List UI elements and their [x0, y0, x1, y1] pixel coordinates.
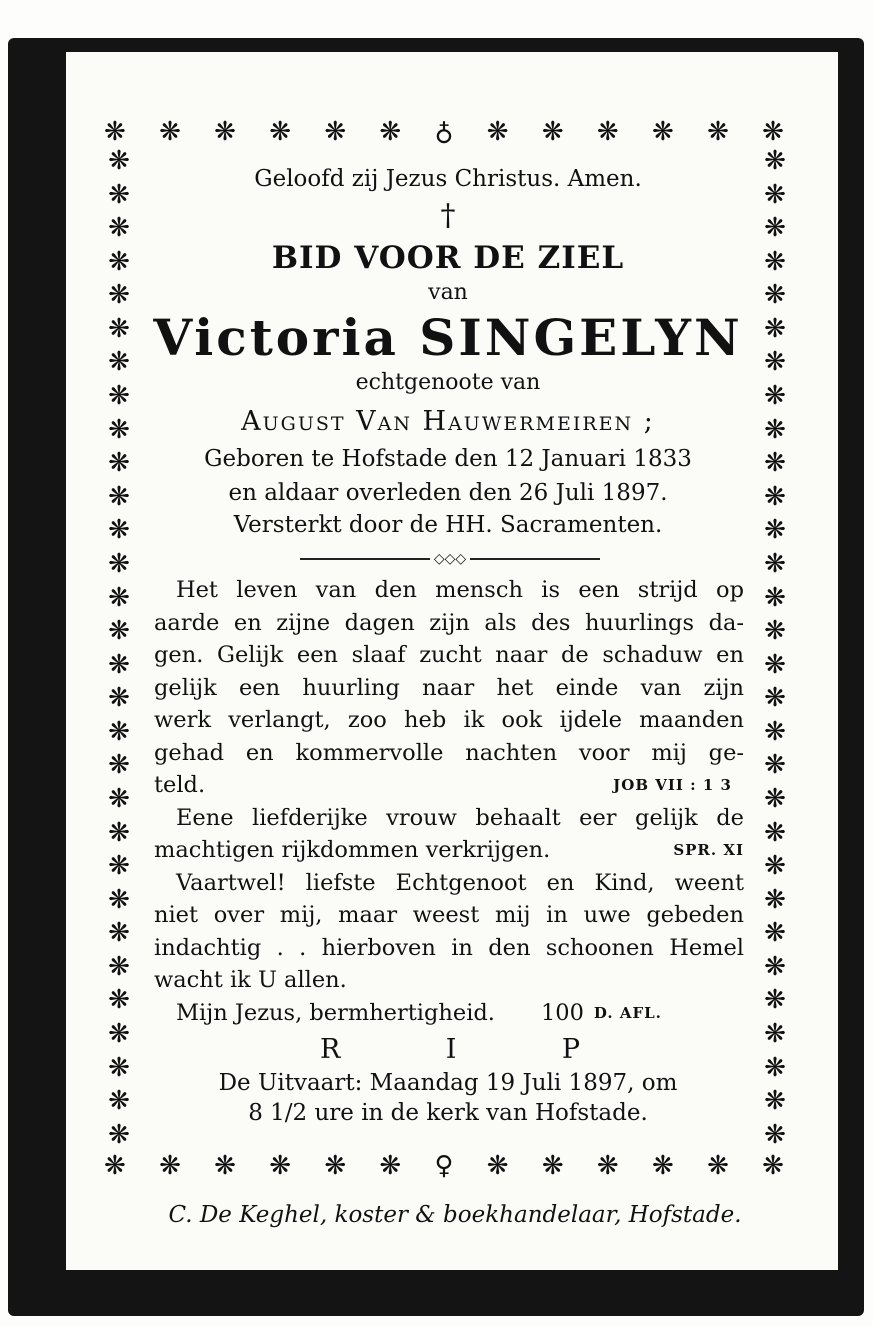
cross-icon: †: [440, 198, 456, 233]
ornament-icon: ❋: [764, 381, 786, 412]
ornament-icon: ❋: [108, 1086, 130, 1117]
ornament-icon: ❋: [764, 1052, 786, 1083]
ornament-icon: ❋: [108, 616, 130, 647]
ornament-icon: ❋: [764, 951, 786, 982]
body-line: Vaartwel! liefste Echtgenoot en Kind, weent: [176, 869, 744, 896]
ornament-icon: ❋: [764, 683, 786, 714]
body-line: teld.: [154, 772, 206, 798]
ornament-icon: ❋: [108, 783, 130, 814]
ornament-icon: ❋: [108, 1019, 130, 1050]
ornament-icon: ❋: [541, 1152, 564, 1180]
spouse-name: August Van Hauwermeiren ;: [241, 406, 655, 437]
ornament-icon: ❋: [596, 118, 619, 146]
heading: BID VOOR DE ZIEL: [271, 240, 625, 276]
ornament-icon: ❋: [108, 481, 130, 512]
ornament-icon: ❋: [764, 716, 786, 747]
ornament-icon: ❋: [762, 118, 784, 146]
bottom-center-ornament-icon: ♀: [434, 1152, 454, 1180]
ornament-icon: ❋: [764, 448, 786, 479]
body-line: Het leven van den mensch is een strijd op: [176, 577, 744, 603]
ornament-icon: ❋: [764, 515, 786, 546]
top-center-ornament-icon: ♁: [434, 118, 454, 146]
ornament-icon: ❋: [108, 381, 130, 412]
deceased-name: Victoria SINGELYN: [153, 308, 743, 367]
ornament-icon: ❋: [108, 280, 130, 311]
ornament-icon: ❋: [108, 548, 130, 579]
ornament-icon: ❋: [108, 851, 130, 882]
ornament-icon: ❋: [108, 918, 130, 949]
ornament-icon: ❋: [214, 118, 236, 146]
ornament-border-left: [104, 148, 134, 1148]
ornament-icon: ❋: [764, 884, 786, 915]
prayer-line: [154, 997, 744, 1030]
divider-line-left: [300, 558, 430, 560]
scripture-text: [154, 574, 744, 1029]
ornament-icon: ❋: [764, 548, 786, 579]
invocation: Geloofd zij Jezus Christus. Amen.: [254, 166, 642, 192]
ornament-icon: ❋: [762, 1152, 784, 1180]
ornament-icon: ❋: [486, 1152, 509, 1180]
ornament-border-bottom: [104, 1152, 784, 1180]
ornament-icon: ❋: [764, 1086, 786, 1117]
ornament-icon: ❋: [486, 118, 509, 146]
ornament-icon: ❋: [764, 148, 786, 176]
ornament-icon: ❋: [764, 817, 786, 848]
rip-letter: I: [445, 1034, 457, 1065]
divider-line-right: [470, 558, 600, 560]
ornament-icon: ❋: [108, 649, 130, 680]
body-line: Eene liefderijke vrouw behaalt eer gelijk de: [176, 804, 744, 831]
ornament-icon: ❋: [541, 118, 564, 146]
ornament-icon: ❋: [764, 347, 786, 378]
ornament-icon: ❋: [764, 649, 786, 680]
van-text: van: [428, 280, 468, 305]
death-line: en aldaar overleden den 26 Juli 1897.: [228, 480, 668, 506]
ornament-icon: ❋: [108, 1052, 130, 1083]
spr-reference: SPR. XI: [673, 841, 744, 859]
ornament-icon: ❋: [108, 817, 130, 848]
ornament-icon: ❋: [104, 1152, 126, 1180]
ornament-icon: ❋: [764, 414, 786, 445]
ornament-icon: ❋: [764, 179, 786, 210]
ornament-icon: ❋: [764, 1119, 786, 1148]
body-line-with-ref: [154, 834, 744, 867]
ornament-icon: ❋: [108, 951, 130, 982]
rip-letter: R: [320, 1034, 341, 1065]
funeral-line-1: De Uitvaart: Maandag 19 Juli 1897, om: [218, 1070, 678, 1096]
ornament-icon: ❋: [108, 716, 130, 747]
spouse-prefix: echtgenoote van: [355, 370, 541, 395]
ornament-icon: ❋: [764, 582, 786, 613]
body-line: gen. Gelijk een slaaf zucht naar de schaduw en: [154, 642, 744, 668]
ornament-icon: ❋: [764, 280, 786, 311]
ornament-icon: ❋: [159, 118, 181, 146]
ornament-icon: ❋: [269, 118, 292, 146]
ornamental-divider: [300, 552, 600, 566]
ornament-icon: ❋: [108, 683, 130, 714]
ornament-icon: ❋: [764, 985, 786, 1016]
ornament-icon: ❋: [764, 750, 786, 781]
ornament-icon: ❋: [108, 148, 130, 176]
ornament-icon: ❋: [707, 1152, 729, 1180]
ornament-icon: ❋: [108, 246, 130, 277]
ornament-icon: ❋: [108, 985, 130, 1016]
ornament-icon: ❋: [379, 1152, 402, 1180]
ornament-icon: ❋: [108, 1119, 130, 1148]
ornament-icon: ❋: [108, 313, 130, 344]
rip-letters: [320, 1034, 580, 1065]
ornament-icon: ❋: [764, 313, 786, 344]
ornament-icon: ❋: [764, 213, 786, 244]
ornament-icon: ❋: [108, 582, 130, 613]
ornament-border-top: [104, 118, 784, 146]
indulgence-days: 100: [540, 999, 584, 1026]
ornament-icon: ❋: [764, 246, 786, 277]
ornament-icon: ❋: [707, 118, 729, 146]
ornament-icon: ❋: [652, 1152, 674, 1180]
prayer-text: Mijn Jezus, bermhertigheid.: [176, 999, 495, 1026]
ornament-icon: ❋: [764, 851, 786, 882]
body-line: gehad en kommervolle nachten voor mij ge-: [154, 739, 744, 766]
ornament-icon: ❋: [764, 481, 786, 512]
ornament-icon: ❋: [764, 783, 786, 814]
body-line: gelijk een huurling naar het einde van zijn: [154, 674, 744, 701]
ornament-icon: ❋: [108, 750, 130, 781]
divider-knot-icon: ◇◇◇: [433, 551, 467, 567]
ornament-icon: ❋: [269, 1152, 292, 1180]
body-line-with-ref: [154, 769, 744, 802]
body-line: machtigen rijkdommen verkrijgen.: [154, 837, 551, 863]
ornament-icon: ❋: [108, 347, 130, 378]
ornament-border-right: [760, 148, 790, 1148]
ornament-icon: ❋: [108, 515, 130, 546]
printer-imprint: C. De Keghel, koster & boekhandelaar, Hofstade.: [168, 1202, 742, 1228]
ornament-icon: ❋: [764, 616, 786, 647]
ornament-icon: ❋: [324, 118, 347, 146]
ornament-icon: ❋: [108, 884, 130, 915]
job-reference: JOB VII : 1 3: [613, 776, 732, 794]
ornament-icon: ❋: [652, 118, 674, 146]
ornament-icon: ❋: [159, 1152, 181, 1180]
ornament-icon: ❋: [108, 414, 130, 445]
ornament-icon: ❋: [104, 118, 126, 146]
indulgence-reference: D. AFL.: [593, 1003, 662, 1022]
ornament-icon: ❋: [108, 448, 130, 479]
ornament-icon: ❋: [764, 1019, 786, 1050]
body-line: werk verlangt, zoo heb ik ook ijdele maanden: [154, 707, 744, 733]
body-line: wacht ik U allen.: [154, 967, 347, 993]
ornament-icon: ❋: [214, 1152, 236, 1180]
rip-letter: P: [561, 1034, 580, 1065]
ornament-icon: ❋: [324, 1152, 347, 1180]
ornament-icon: ❋: [379, 118, 402, 146]
body-line: indachtig . . hierboven in den schoonen Hemel: [154, 934, 744, 961]
sacrament-line: Versterkt door de HH. Sacramenten.: [233, 512, 663, 538]
body-line: aarde en zijne dagen zijn als des huurlings da-: [154, 609, 744, 636]
funeral-line-2: 8 1/2 ure in de kerk van Hofstade.: [248, 1100, 648, 1126]
ornament-icon: ❋: [764, 918, 786, 949]
birth-line: Geboren te Hofstade den 12 Januari 1833: [204, 446, 692, 472]
ornament-icon: ❋: [596, 1152, 619, 1180]
body-line: niet over mij, maar weest mij in uwe gebeden: [154, 902, 744, 928]
ornament-icon: ❋: [108, 213, 130, 244]
ornament-icon: ❋: [108, 179, 130, 210]
